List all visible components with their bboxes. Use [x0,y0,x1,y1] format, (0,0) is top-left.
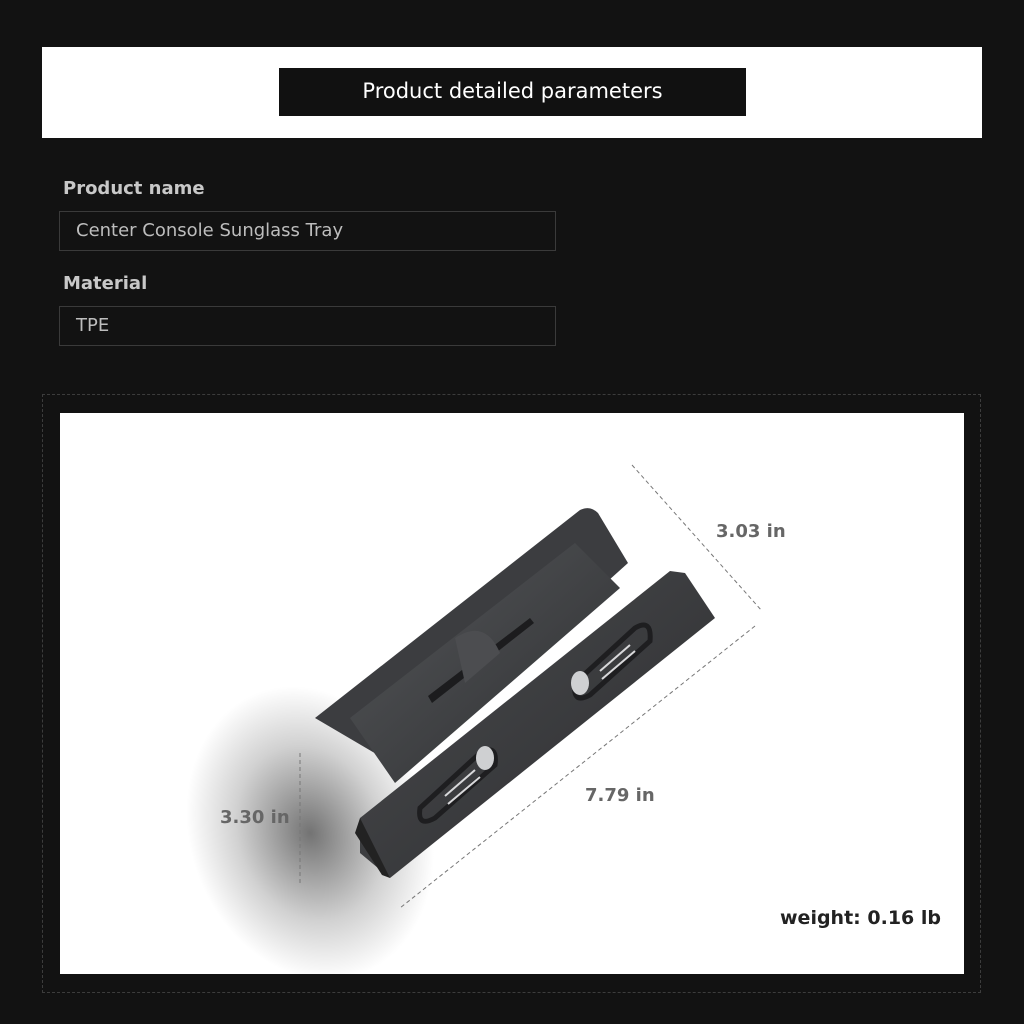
material-field: TPE [59,306,556,346]
weight-value: 0.16 lb [867,907,941,929]
width-dimension-label: 3.03 in [716,521,786,542]
height-dimension-label: 3.30 in [220,807,290,828]
weight-readout [780,907,941,929]
page-title: Product detailed parameters [279,68,746,116]
length-dimension-label: 7.79 in [585,785,655,806]
header-band [42,47,982,138]
product-name-field: Center Console Sunglass Tray [59,211,556,251]
weight-label: weight: [780,907,861,929]
product-photo [60,413,964,974]
sunglass-tray-illustration [60,413,964,974]
product-name-label: Product name [63,178,205,199]
material-label: Material [63,273,148,294]
